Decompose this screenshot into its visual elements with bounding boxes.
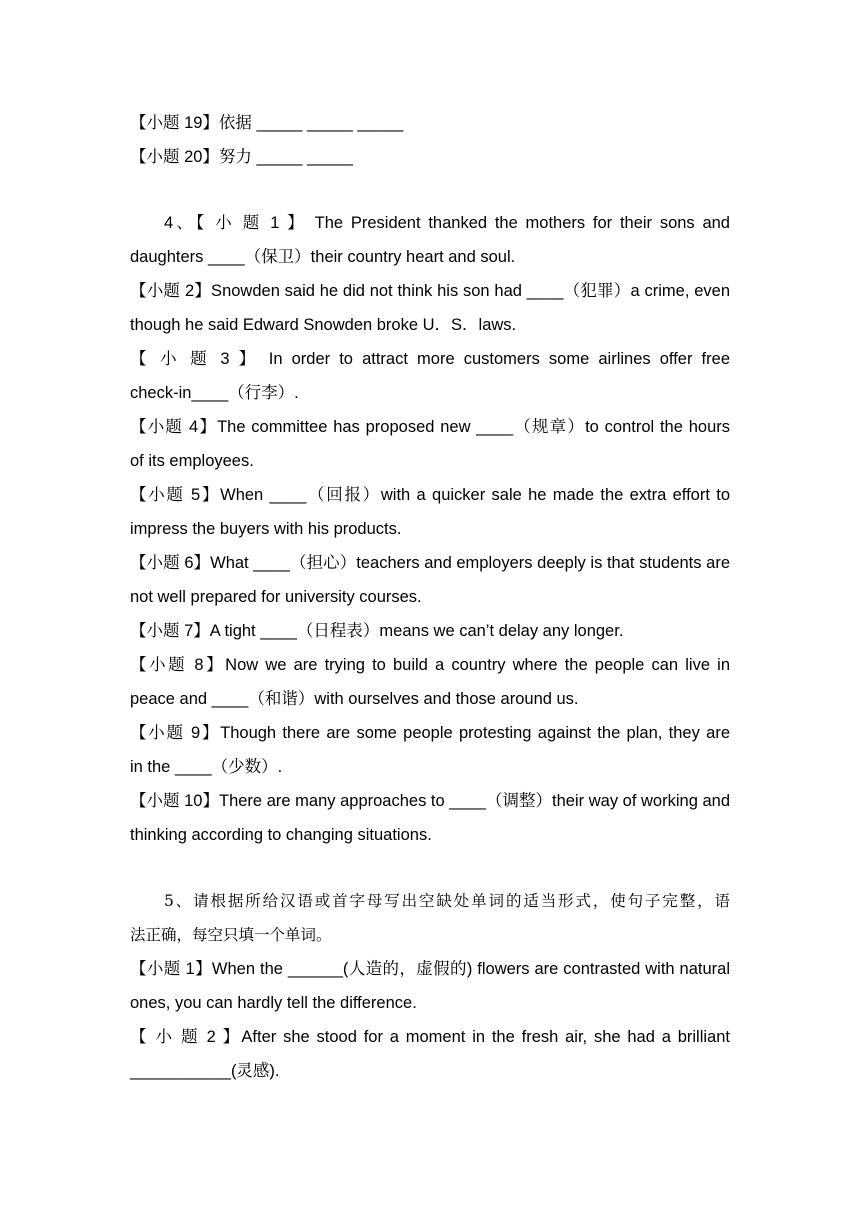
section5-question-1-line2: ones, you can hardly tell the difference.	[130, 994, 417, 1012]
section4-question-9-line2: in the ____（少数）.	[130, 758, 283, 776]
question-20: 【小题 20】努力 _____ _____	[130, 148, 353, 166]
section4-question-1-line1: 4、【 小 题 1 】 The President thanked the mothers for their sons and	[164, 214, 730, 232]
section4-question-4-line1: 【小题 4】The committee has proposed new ____（规章）to control the hours	[130, 418, 730, 436]
document-body	[130, 106, 730, 1088]
question-19: 【小题 19】依据 _____ _____ _____	[130, 114, 404, 132]
section4-question-6-line1: 【小题 6】What ____（担心）teachers and employers deeply is that students are	[130, 554, 730, 572]
section4-question-8-line2: peace and ____（和谐）with ourselves and those around us.	[130, 690, 579, 708]
section4-question-1-line2: daughters ____（保卫）their country heart and soul.	[130, 248, 516, 266]
section5-question-2-line1: 【 小 题 2 】After she stood for a moment in the fresh air, she had a brilliant	[130, 1028, 730, 1046]
section4-question-3-line1: 【 小 题 3 】 In order to attract more customers some airlines offer free	[130, 350, 730, 368]
spacer	[130, 174, 730, 206]
section5-instructions-line1: 5、请根据所给汉语或首字母写出空缺处单词的适当形式，使句子完整，语	[164, 892, 730, 910]
section4-question-10-line1: 【小题 10】There are many approaches to ____（调整）their way of working and	[130, 792, 730, 810]
section5-instructions-line2: 法正确，每空只填一个单词。	[130, 926, 332, 944]
section4-question-5-line2: impress the buyers with his products.	[130, 520, 402, 538]
section4-question-5-line1: 【小题 5】When ____（回报）with a quicker sale he made the extra effort to	[130, 486, 730, 504]
section4-question-2-line1: 【小题 2】Snowden said he did not think his son had ____（犯罪）a crime, even	[130, 282, 730, 300]
section4-question-4-line2: of its employees.	[130, 452, 254, 470]
section4-question-9-line1: 【小题 9】Though there are some people protesting against the plan, they are	[130, 724, 730, 742]
section4-question-6-line2: not well prepared for university courses.	[130, 588, 422, 606]
spacer	[130, 852, 730, 884]
section5-question-1-line1: 【小题 1】When the ______(人造的，虚假的) flowers are contrasted with natural	[130, 960, 730, 978]
section4-question-8-line1: 【小题 8】Now we are trying to build a country where the people can live in	[130, 656, 730, 674]
section5-question-2-line2: ___________(灵感).	[130, 1062, 280, 1080]
section4-question-10-line2: thinking according to changing situations.	[130, 826, 432, 844]
section4-question-2-line2: though he said Edward Snowden broke U．S．laws.	[130, 316, 517, 334]
section4-question-7: 【小题 7】A tight ____（日程表）means we can’t delay any longer.	[130, 622, 624, 640]
section4-question-3-line2: check-in____（行李）.	[130, 384, 299, 402]
